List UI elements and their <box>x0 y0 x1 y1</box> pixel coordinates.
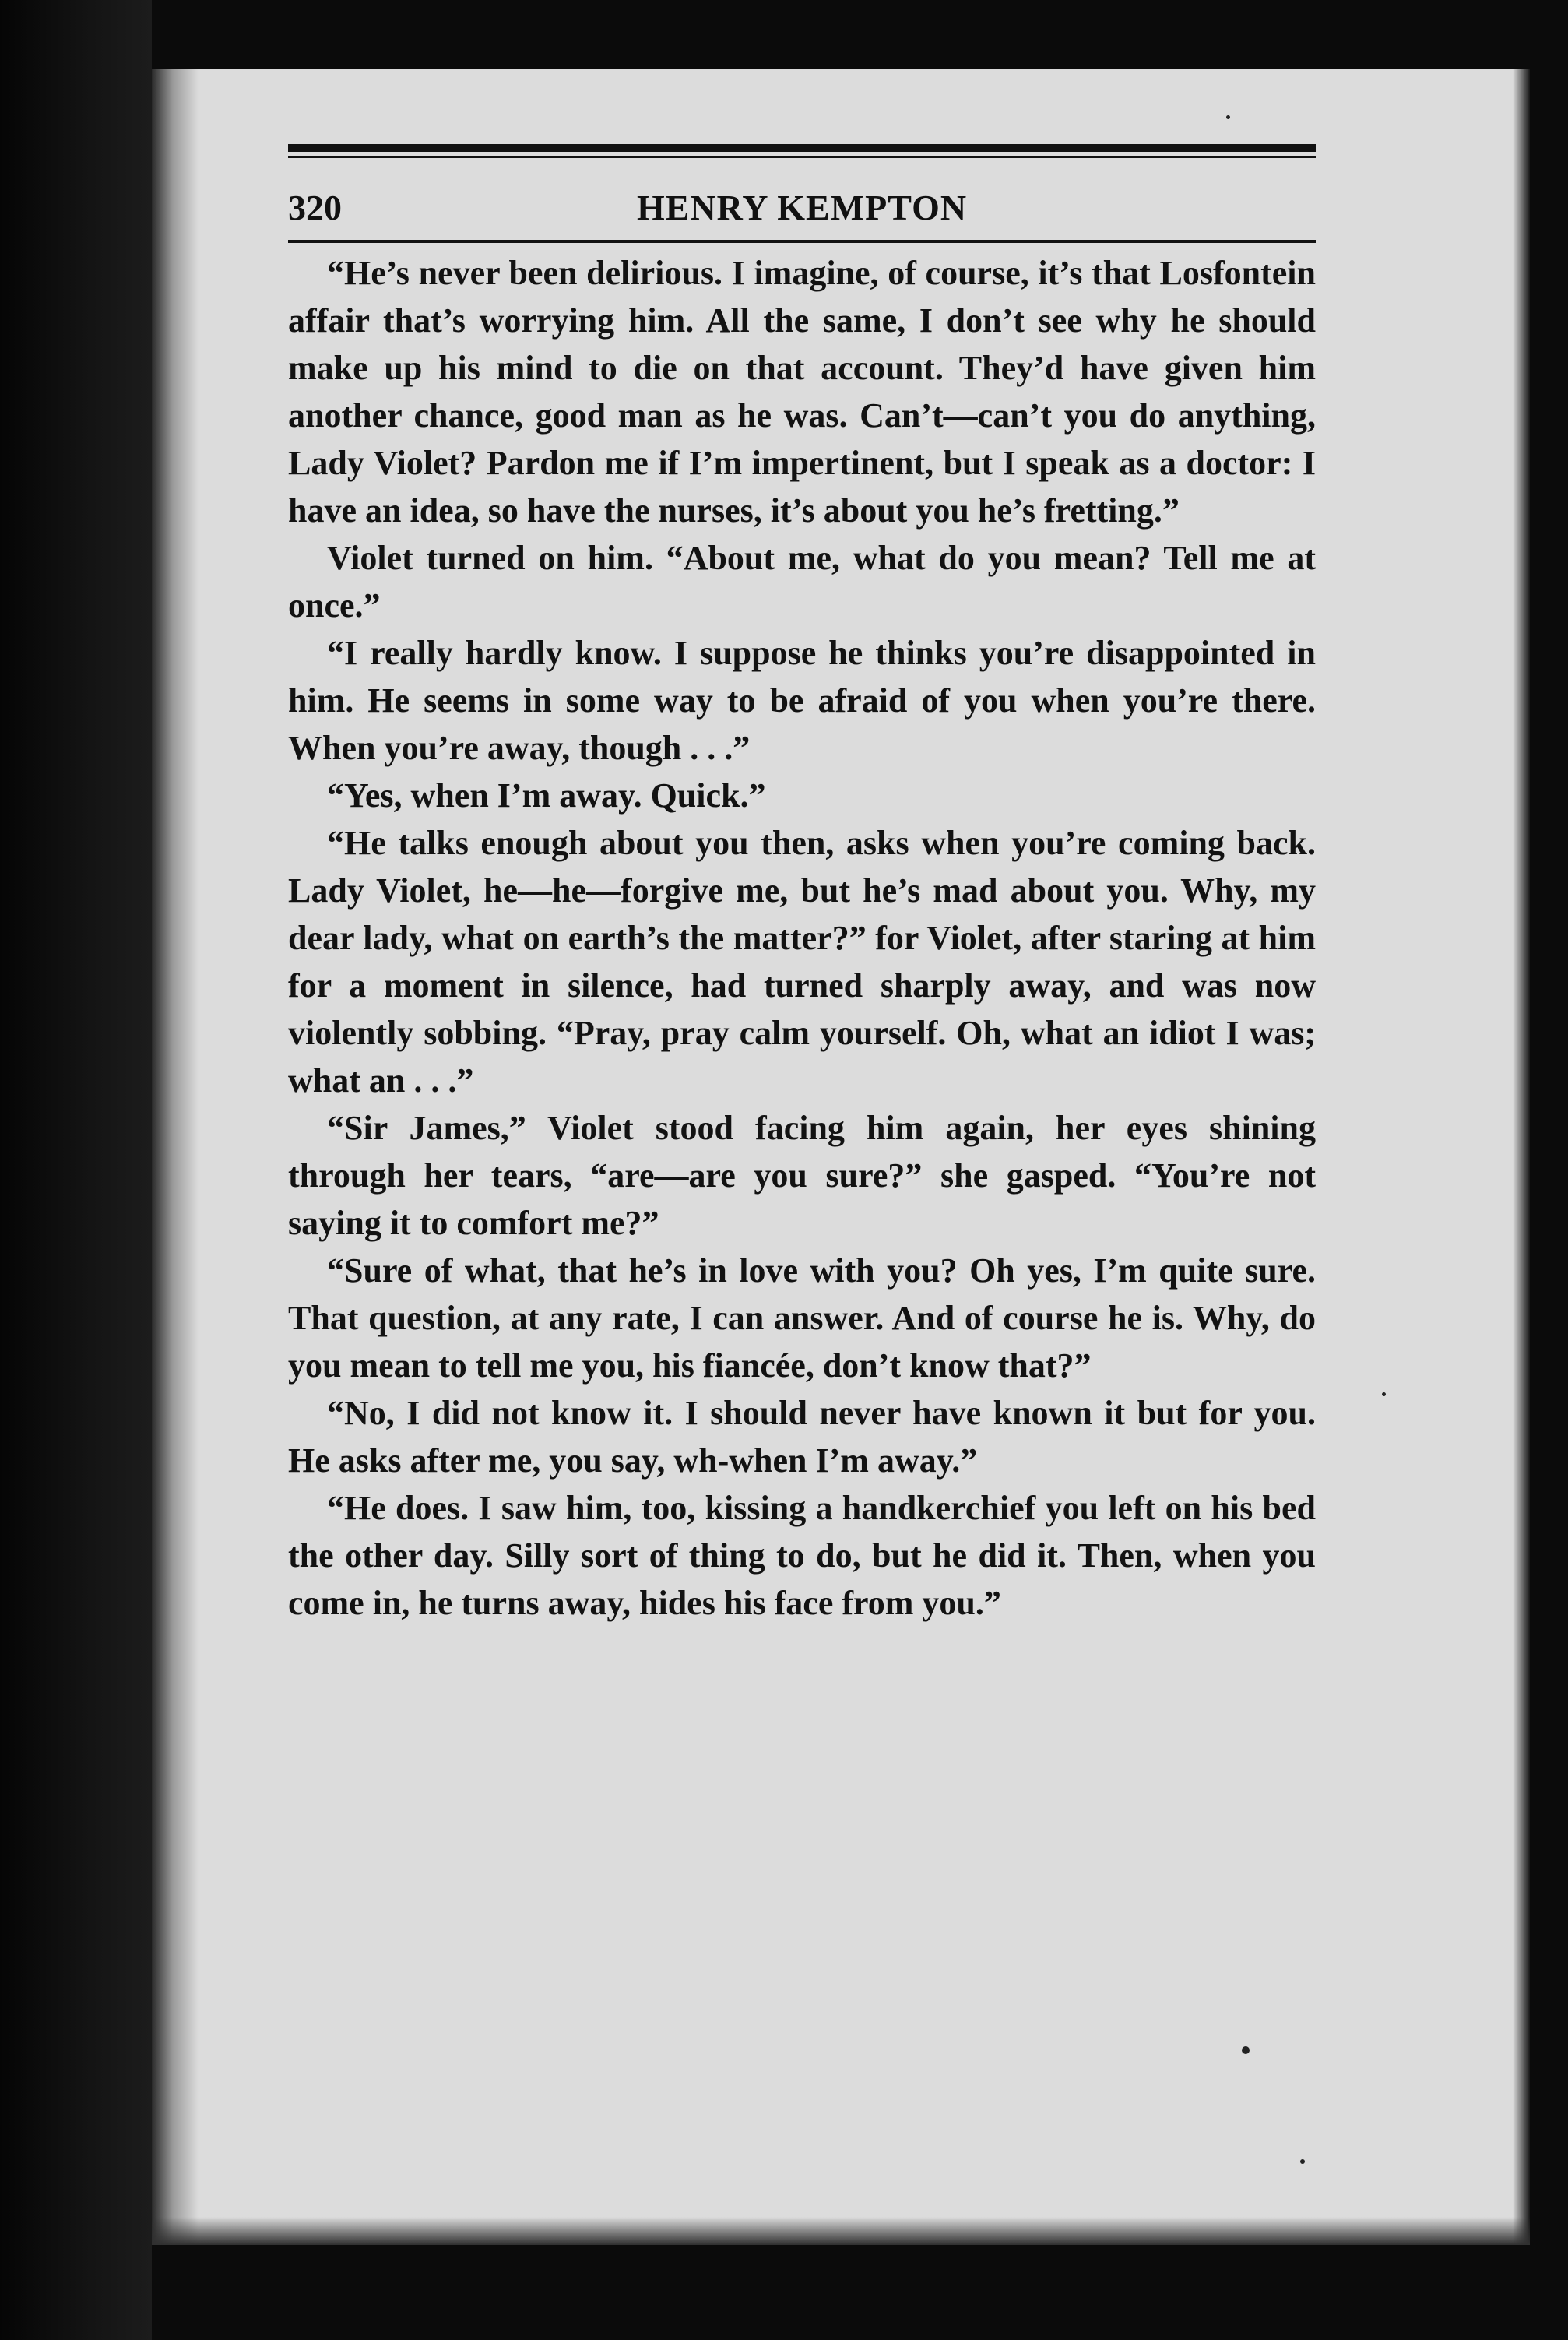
paragraph: “He does. I saw him, too, kissing a handkerchief you left on his bed the other day. Silly sort of thing to do, but he did it. Then, when you come in, he turns away, hides his face from you.” <box>288 1489 1316 1622</box>
body-text <box>288 249 1316 1627</box>
paragraph: “No, I did not know it. I should never have known it but for you. He asks after me, you say, wh-when I’m away.” <box>288 1394 1316 1480</box>
top-rule-thin <box>288 156 1316 158</box>
scan-speck <box>1226 115 1230 119</box>
paragraph: “Yes, when I’m away. Quick.” <box>327 776 766 815</box>
page-edge-shadow <box>1513 69 1530 2245</box>
running-title: HENRY KEMPTON <box>636 188 968 227</box>
page-bottom-shadow <box>152 2217 1530 2245</box>
paragraph: “Sir James,” Violet stood facing him again, her eyes shining through her tears, “are—are you sure?” she gasped. “You’re not saying it to comfort me?” <box>288 1109 1316 1242</box>
scan-speck <box>1300 2159 1305 2164</box>
header-rule <box>288 240 1316 243</box>
paragraph: “Sure of what, that he’s in love with you? Oh yes, I’m quite sure. That question, at any rate, I can answer. And of course he is. Why, do you mean to tell me you, his fiancée, don’t know that?” <box>288 1251 1316 1385</box>
running-head <box>288 181 1316 235</box>
scan-speck <box>1382 1392 1386 1396</box>
scan-speck <box>1242 2046 1250 2054</box>
paragraph: “He talks enough about you then, asks when you’re coming back. Lady Violet, he—he—forgive me, but he’s mad about you. Why, my dear lady, what on earth’s the matter?” for Violet, after staring at him for a moment in silence, had turned sharply away, and was now violently sobbing. “Pray, pray calm yourself. Oh, what an idiot I was; what an . . .” <box>288 824 1316 1100</box>
paragraph: “I really hardly know. I suppose he thinks you’re disappointed in him. He seems in some way to be afraid of you when you’re there. When you’re away, though . . .” <box>288 634 1316 767</box>
top-rule-thick <box>288 144 1316 152</box>
paragraph: “He’s never been delirious. I imagine, of course, it’s that Losfontein affair that’s worrying him. All the same, I don’t see why he should make up his mind to die on that account. They’d have given him another chance, good man as he was. Can’t—can’t you do anything, Lady Violet? Pardon me if I’m impertinent, but I speak as a doctor: I have an idea, so have the nurses, it’s about you he’s fretting.” <box>288 254 1316 530</box>
page-gutter-shadow <box>152 69 199 2245</box>
book-binding-shadow <box>0 0 152 2340</box>
page-number: 320 <box>288 188 342 227</box>
paragraph: Violet turned on him. “About me, what do you mean? Tell me at once.” <box>288 539 1316 625</box>
